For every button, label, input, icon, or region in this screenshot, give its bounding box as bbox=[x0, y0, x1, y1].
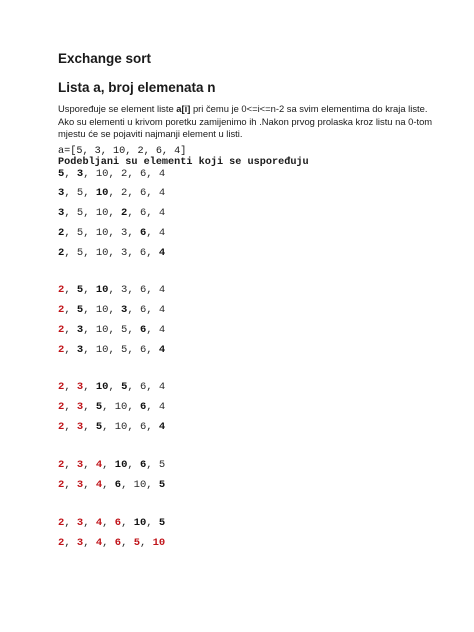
list-text: , 10, 5, bbox=[83, 324, 140, 336]
compared-element: 6 bbox=[114, 479, 122, 491]
compared-element: 3 bbox=[76, 324, 84, 336]
compared-element: 5 bbox=[158, 517, 166, 529]
sorted-element: 2 bbox=[58, 421, 65, 433]
list-text: , 10, bbox=[102, 401, 140, 413]
list-text: , bbox=[64, 459, 77, 471]
compared-element: 3 bbox=[121, 304, 128, 316]
list-text: , bbox=[64, 304, 77, 316]
sort-step-row bbox=[58, 168, 165, 182]
sorted-element: 3 bbox=[76, 401, 84, 413]
list-text: , 2, 6, 4 bbox=[108, 187, 166, 199]
list-text: , bbox=[64, 421, 77, 433]
list-text: , 6, 4 bbox=[127, 304, 166, 316]
list-text: , bbox=[64, 401, 77, 413]
compared-element: 3 bbox=[58, 187, 65, 199]
sorted-element: 10 bbox=[152, 537, 166, 549]
sort-step-row bbox=[58, 537, 165, 551]
compared-element: 10 bbox=[95, 381, 109, 393]
sorted-element: 3 bbox=[76, 421, 84, 433]
compared-element: 5 bbox=[95, 401, 103, 413]
description-line-3: mjestu će se pojaviti najmanji element u listi. bbox=[58, 128, 243, 139]
sorted-element: 3 bbox=[76, 479, 84, 491]
sort-step-row bbox=[58, 207, 165, 221]
sort-step-row bbox=[58, 284, 165, 298]
description-paragraph bbox=[58, 103, 438, 141]
list-text: , 6, 4 bbox=[127, 381, 166, 393]
compared-element: 6 bbox=[139, 401, 147, 413]
compared-element: 2 bbox=[58, 227, 65, 239]
sort-step-row bbox=[58, 344, 165, 358]
document-title: Exchange sort bbox=[58, 51, 152, 66]
compared-element: 10 bbox=[133, 517, 147, 529]
sorted-element: 2 bbox=[58, 479, 65, 491]
sorted-element: 2 bbox=[58, 537, 65, 549]
compared-element: 4 bbox=[158, 247, 166, 259]
list-text: , 5, 10, 3, 6, bbox=[64, 247, 159, 259]
list-text: , bbox=[64, 324, 77, 336]
list-text: , bbox=[64, 537, 77, 549]
list-text: , 6, 4 bbox=[127, 207, 166, 219]
list-text: , bbox=[83, 459, 96, 471]
compared-element: 5 bbox=[158, 479, 166, 491]
compared-element: 3 bbox=[76, 344, 84, 356]
sorted-element: 2 bbox=[58, 459, 65, 471]
compared-element: 5 bbox=[95, 421, 103, 433]
list-text: , bbox=[127, 459, 140, 471]
sorted-element: 4 bbox=[95, 537, 103, 549]
list-text: , bbox=[83, 381, 96, 393]
description-line-1: Uspoređuje se element liste a[i] pri čemu je 0<=i<=n-2 sa svim elementima do kraja liste. bbox=[58, 103, 428, 114]
compared-element: 10 bbox=[95, 187, 109, 199]
description-line-2: Ako su elementi u krivom poretku zamijenimo ih .Nakon prvog prolaska kroz listu na 0-tom bbox=[58, 115, 433, 127]
sorted-element: 2 bbox=[58, 324, 65, 336]
sort-step-row bbox=[58, 227, 165, 241]
list-text: , bbox=[121, 537, 134, 549]
list-text: , bbox=[64, 284, 77, 296]
list-text: , bbox=[83, 284, 96, 296]
compared-element: 10 bbox=[95, 284, 109, 296]
sort-step-row bbox=[58, 187, 165, 201]
list-text: , bbox=[83, 421, 96, 433]
bold-explanation-heading: Podebljani su elementi koji se uspoređuju bbox=[58, 157, 309, 168]
sorted-element: 3 bbox=[76, 459, 84, 471]
sort-step-row bbox=[58, 247, 165, 261]
list-text: , 10, bbox=[121, 479, 159, 491]
list-text: , 10, 2, 6, 4 bbox=[83, 168, 166, 180]
list-text: , 4 bbox=[146, 401, 166, 413]
list-text: , bbox=[64, 479, 77, 491]
sorted-element: 2 bbox=[58, 517, 65, 529]
list-text: , bbox=[64, 517, 77, 529]
list-text: , bbox=[102, 479, 115, 491]
compared-element: 2 bbox=[58, 247, 65, 259]
sort-step-row bbox=[58, 324, 165, 338]
sorted-element: 3 bbox=[76, 381, 84, 393]
sorted-element: 4 bbox=[95, 459, 103, 471]
list-text: , bbox=[64, 344, 77, 356]
list-text: , 5, 10, 3, bbox=[64, 227, 140, 239]
list-text: , 5, 10, bbox=[64, 207, 122, 219]
document-subtitle: Lista a, broj elemenata n bbox=[58, 80, 216, 95]
sort-step-row bbox=[58, 459, 165, 473]
sort-step-row bbox=[58, 401, 165, 415]
list-text: , bbox=[102, 517, 115, 529]
list-definition: a=[5, 3, 10, 2, 6, 4] bbox=[58, 146, 187, 157]
sort-step-row bbox=[58, 304, 165, 318]
list-text: , bbox=[83, 401, 96, 413]
sorted-element: 2 bbox=[58, 284, 65, 296]
sorted-element: 2 bbox=[58, 381, 65, 393]
compared-element: 6 bbox=[139, 227, 147, 239]
list-text: , 5, bbox=[64, 187, 96, 199]
compared-element: 5 bbox=[58, 168, 65, 180]
list-text: , bbox=[108, 381, 122, 393]
compared-element: 2 bbox=[121, 207, 128, 219]
list-text: , bbox=[64, 168, 77, 180]
list-text: , bbox=[64, 381, 77, 393]
compared-element: 4 bbox=[158, 344, 166, 356]
list-text: , 5 bbox=[146, 459, 166, 471]
compared-element: 10 bbox=[114, 459, 128, 471]
list-text: , 3, 6, 4 bbox=[108, 284, 166, 296]
compared-element: 3 bbox=[58, 207, 65, 219]
compared-element: 6 bbox=[139, 324, 147, 336]
sorted-element: 6 bbox=[114, 537, 122, 549]
list-text: , 10, bbox=[83, 304, 122, 316]
list-text: , bbox=[146, 517, 159, 529]
sorted-element: 2 bbox=[58, 401, 65, 413]
compared-element: 4 bbox=[158, 421, 166, 433]
list-text: , bbox=[102, 537, 115, 549]
list-text: , 4 bbox=[146, 324, 166, 336]
compared-element: 5 bbox=[76, 284, 84, 296]
list-text: , 4 bbox=[146, 227, 166, 239]
sorted-element: 2 bbox=[58, 344, 65, 356]
sort-step-row bbox=[58, 381, 165, 395]
compared-element: 3 bbox=[76, 168, 84, 180]
list-text: , bbox=[83, 517, 96, 529]
sort-step-row bbox=[58, 517, 165, 531]
list-text: , bbox=[121, 517, 134, 529]
list-text: , bbox=[102, 459, 115, 471]
sorted-element: 5 bbox=[133, 537, 140, 549]
sorted-element: 6 bbox=[114, 517, 122, 529]
list-text: , bbox=[83, 479, 96, 491]
sorted-element: 4 bbox=[95, 479, 103, 491]
sorted-element: 3 bbox=[76, 517, 84, 529]
list-text: , bbox=[140, 537, 153, 549]
sorted-element: 2 bbox=[58, 304, 65, 316]
sort-step-row bbox=[58, 421, 165, 435]
sorted-element: 4 bbox=[95, 517, 103, 529]
list-text: , 10, 5, 6, bbox=[83, 344, 159, 356]
list-text: , bbox=[83, 537, 96, 549]
compared-element: 5 bbox=[121, 381, 128, 393]
compared-element: 6 bbox=[139, 459, 147, 471]
sort-step-row bbox=[58, 479, 165, 493]
sorted-element: 3 bbox=[76, 537, 84, 549]
compared-element: 5 bbox=[76, 304, 84, 316]
list-text: , 10, 6, bbox=[102, 421, 159, 433]
